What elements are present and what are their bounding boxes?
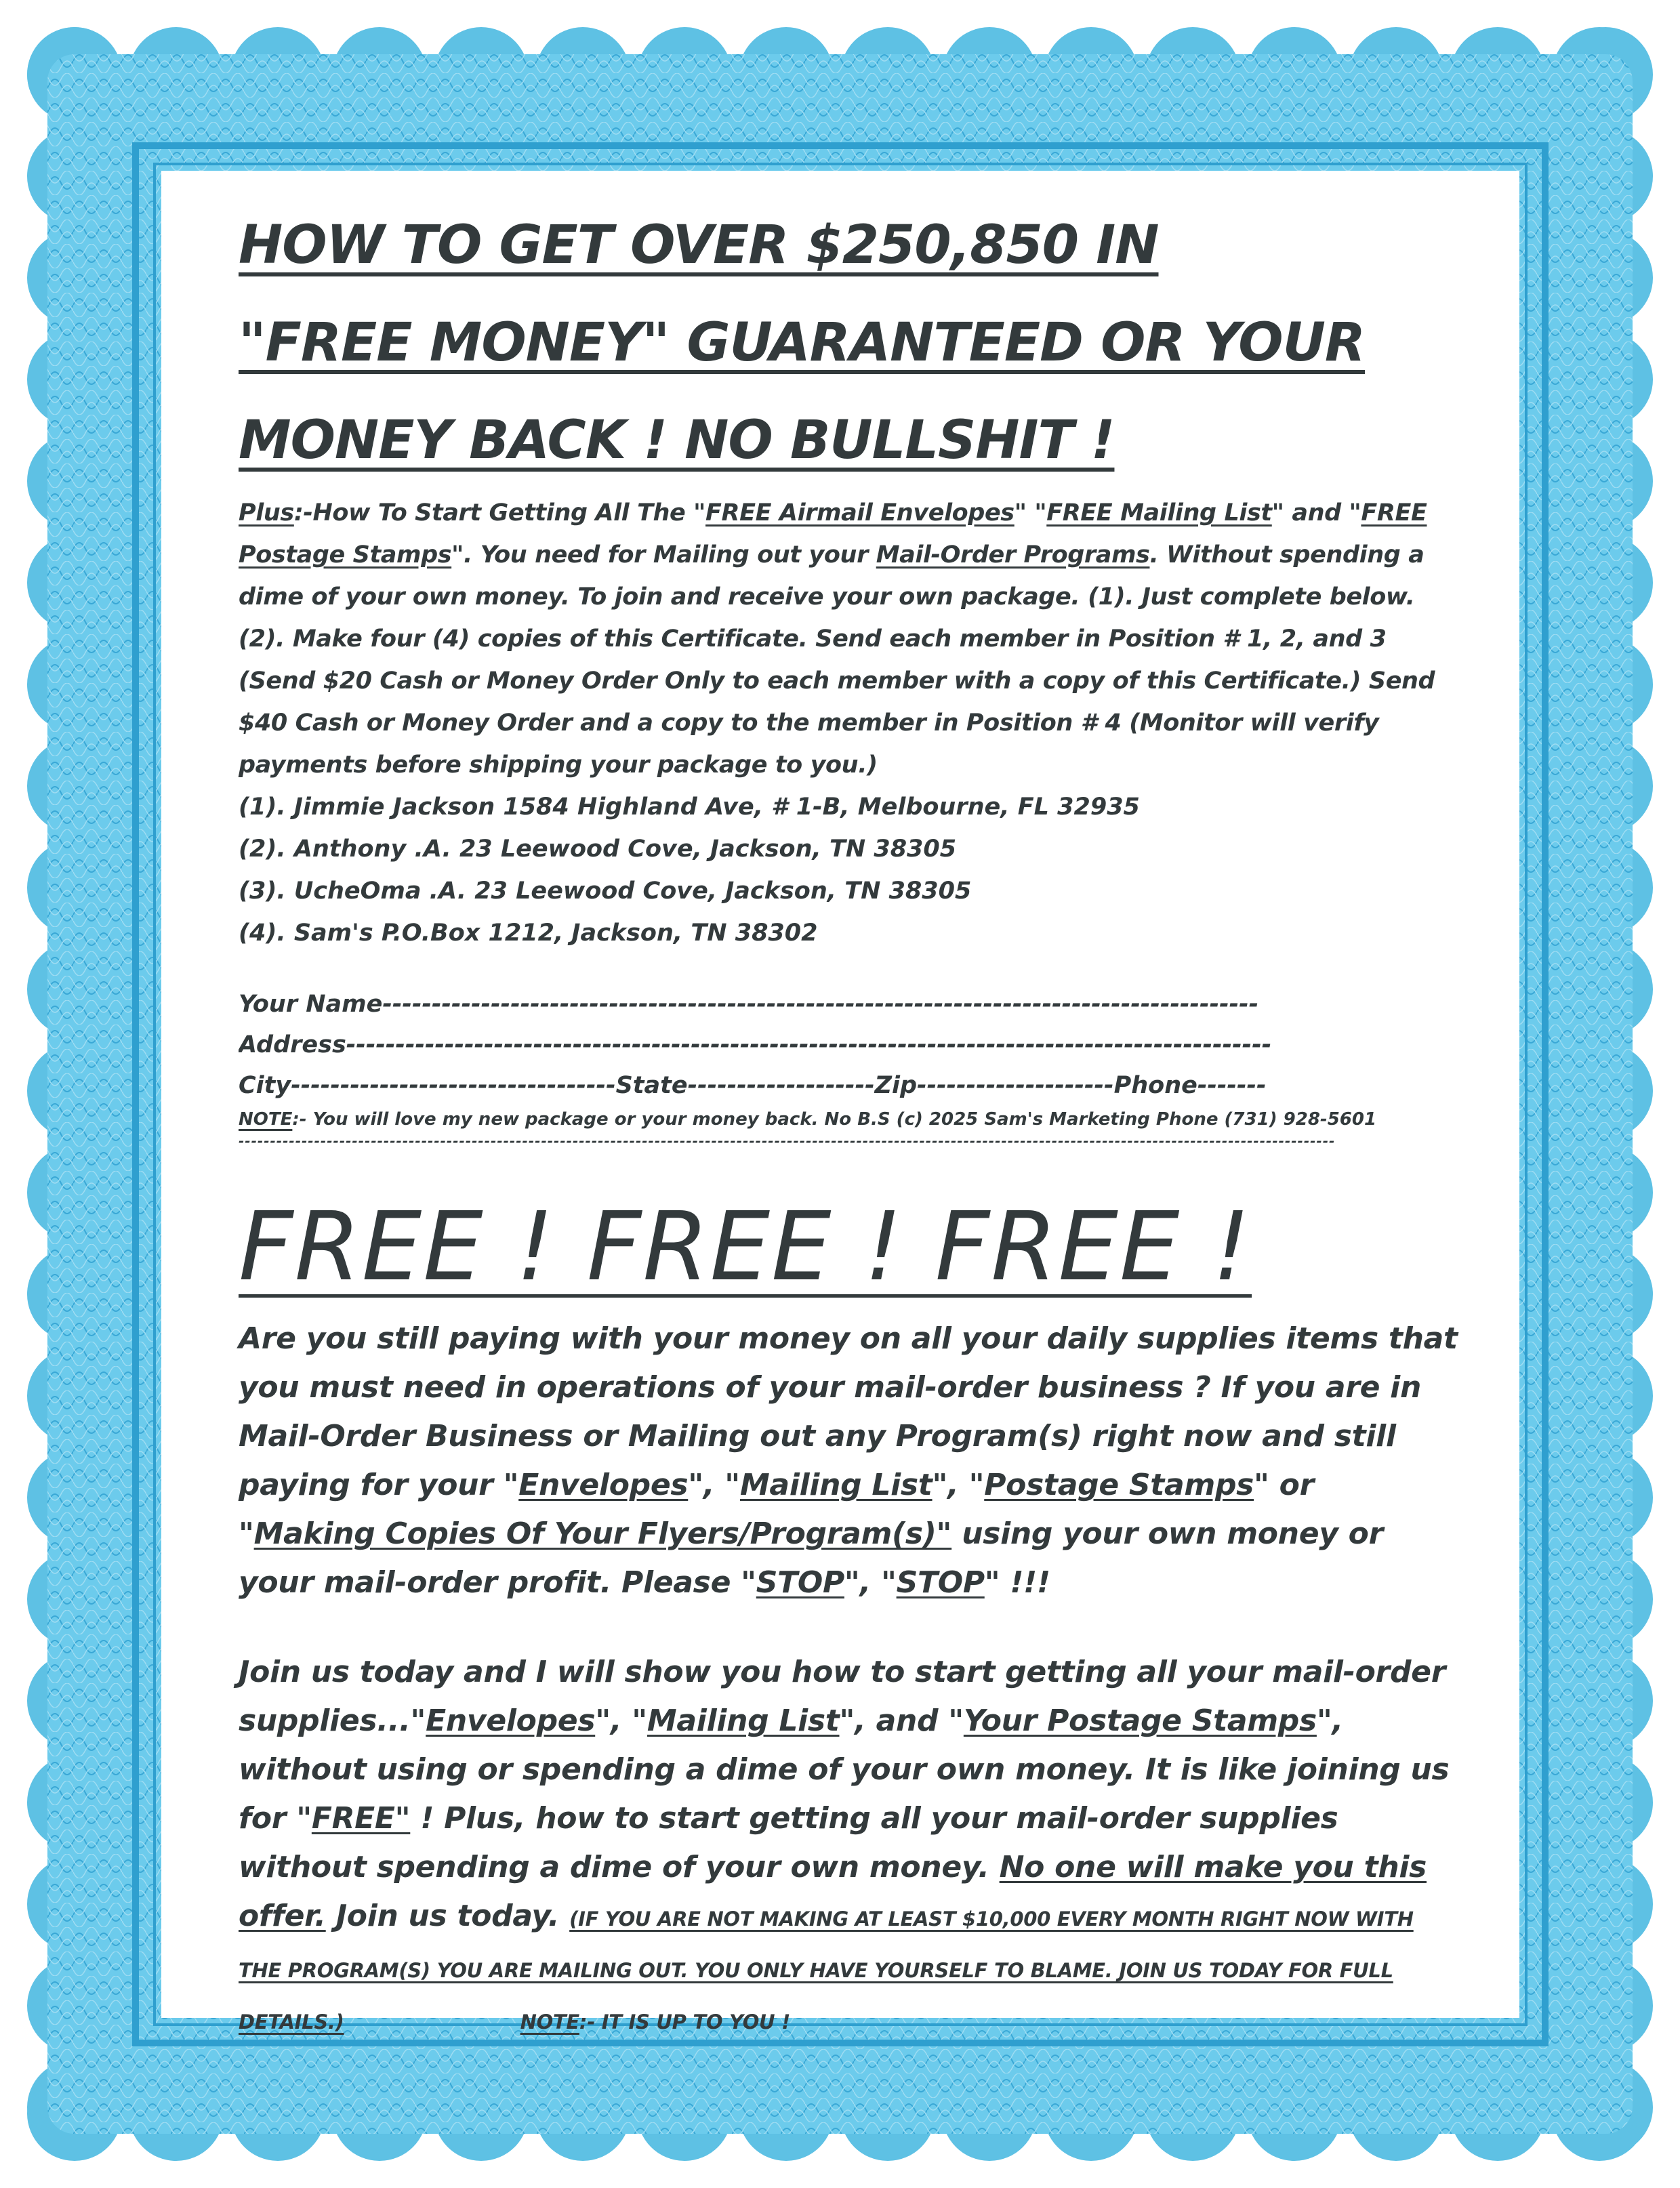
postage-stamps-term: Postage Stamps bbox=[984, 1468, 1254, 1502]
address-list bbox=[239, 786, 1458, 954]
closing-note-text: :- IT IS UP TO YOU ! bbox=[579, 2010, 791, 2034]
p2-text: Join us today. bbox=[325, 1899, 570, 1933]
offer-term: No one will make you this offer. bbox=[239, 1850, 1427, 1933]
plus-label: Plus bbox=[239, 499, 294, 527]
envelopes-term: Envelopes bbox=[518, 1468, 689, 1502]
intro-text: " and " bbox=[1271, 499, 1361, 527]
free-postage-link: FREE Postage Stamps bbox=[239, 499, 1427, 569]
your-name-field[interactable]: Your Name----------------------------------------------------------------------------------------- bbox=[239, 991, 1259, 1018]
stop-term: STOP bbox=[896, 1565, 985, 1600]
address-item: (3). UcheOma .A. 23 Leewood Cove, Jackson, TN 38305 bbox=[239, 878, 972, 905]
note-line bbox=[239, 1106, 1458, 1133]
envelopes-term: Envelopes bbox=[426, 1704, 596, 1738]
paragraph-2 bbox=[239, 1648, 1458, 2046]
headline-line-2: "FREE MONEY" GUARANTEED OR YOUR bbox=[239, 312, 1365, 373]
p2-text: ", " bbox=[595, 1704, 647, 1738]
stop-term: STOP bbox=[756, 1565, 844, 1600]
p1-text: using your own money or your mail-order profit. Please " bbox=[239, 1516, 1383, 1600]
p2-text: ! Plus, how to start getting all your mail-order supplies without spending a dime of your own money. bbox=[239, 1801, 1338, 1884]
free-heading-text: FREE ! FREE ! FREE ! bbox=[239, 1192, 1252, 1302]
address-item: (4). Sam's P.O.Box 1212, Jackson, TN 38302 bbox=[239, 920, 818, 947]
intro-text: " " bbox=[1014, 499, 1047, 527]
mail-order-programs-link: Mail-Order Programs bbox=[876, 541, 1150, 569]
free-heading bbox=[239, 1190, 1458, 1305]
p1-text: " or " bbox=[239, 1468, 1315, 1551]
paragraph-1 bbox=[239, 1315, 1458, 1607]
postage-stamps-term: Your Postage Stamps bbox=[963, 1704, 1317, 1738]
certificate-content bbox=[239, 197, 1458, 2046]
headline-line-1: HOW TO GET OVER $250,850 IN bbox=[239, 215, 1159, 276]
free-term: FREE" bbox=[311, 1801, 411, 1836]
intro-text: :-How To Start Getting All The " bbox=[293, 499, 706, 527]
intro-text: ". You need for Mailing out your bbox=[451, 541, 876, 569]
p1-text: ", " bbox=[932, 1468, 985, 1502]
p1-text: ", " bbox=[688, 1468, 740, 1502]
address-field[interactable]: Address---------------------------------------------------------------------------------------------- bbox=[239, 1031, 1272, 1058]
divider: ------------------------------------------------------------------------------------------------------------------------------------------------------------------------------ bbox=[239, 1133, 1336, 1149]
mailing-list-term: Mailing List bbox=[647, 1704, 840, 1738]
p2-text: ", without using or spending a dime of your own money. It is like joining us for " bbox=[239, 1704, 1450, 1836]
p1-text: Are you still paying with your money on all your daily supplies items that you must need in operations of your mail-order business ? If you are in Mail-Order Business or Mailing out any Program(s) right now and still paying for your " bbox=[239, 1321, 1458, 1502]
p2-text: Join us today and I will show you how to start getting all your mail-order supplies..." bbox=[239, 1655, 1446, 1738]
disclaimer-text: (IF YOU ARE NOT MAKING AT LEAST $10,000 EVERY MONTH RIGHT NOW WITH THE PROGRAM(S) YOU ARE MAILING OUT. YOU ONLY HAVE YOURSELF TO BLAME. JOIN US TODAY FOR FULL DETAILS.) bbox=[239, 1907, 1414, 2034]
mailing-list-term: Mailing List bbox=[739, 1468, 933, 1502]
intro-text: . Without spending a dime of your own money. To join and receive your own package. (1). Just complete below. (2). Make four (4) copies of this Certificate. Send each member in Position # 1, 2, and 3 (Send $20 Cash or Money Order Only to each member with a copy of this Certificate.) Send $40 Cash or Money Order and a copy to the member in Position # 4 (Monitor will verify payments before shipping your package to you.) bbox=[239, 541, 1435, 779]
intro-paragraph bbox=[239, 492, 1458, 786]
p1-text: ", " bbox=[844, 1565, 897, 1600]
making-copies-term: Making Copies Of Your Flyers/Program(s)" bbox=[253, 1516, 952, 1551]
address-item: (1). Jimmie Jackson 1584 Highland Ave, # 1-B, Melbourne, FL 32935 bbox=[239, 793, 1140, 821]
closing-note-label: NOTE bbox=[520, 2010, 579, 2034]
note-text: :- You will love my new package or your money back. No B.S (c) 2025 Sam's Marketing Phone (731) 928-5601 bbox=[292, 1109, 1377, 1130]
headline-line-3: MONEY BACK ! NO BULLSHIT ! bbox=[239, 410, 1115, 471]
note-label: NOTE bbox=[239, 1109, 293, 1130]
p2-text: ", and " bbox=[839, 1704, 964, 1738]
free-mailing-list-link: FREE Mailing List bbox=[1046, 499, 1272, 527]
city-state-zip-phone-field[interactable]: City---------------------------------State-------------------Zip--------------------Phone------- bbox=[239, 1072, 1267, 1099]
free-envelopes-link: FREE Airmail Envelopes bbox=[705, 499, 1015, 527]
headline bbox=[239, 197, 1458, 489]
address-item: (2). Anthony .A. 23 Leewood Cove, Jackson, TN 38305 bbox=[239, 835, 957, 863]
p1-text: " !!! bbox=[984, 1565, 1050, 1600]
signup-form bbox=[239, 984, 1458, 1106]
